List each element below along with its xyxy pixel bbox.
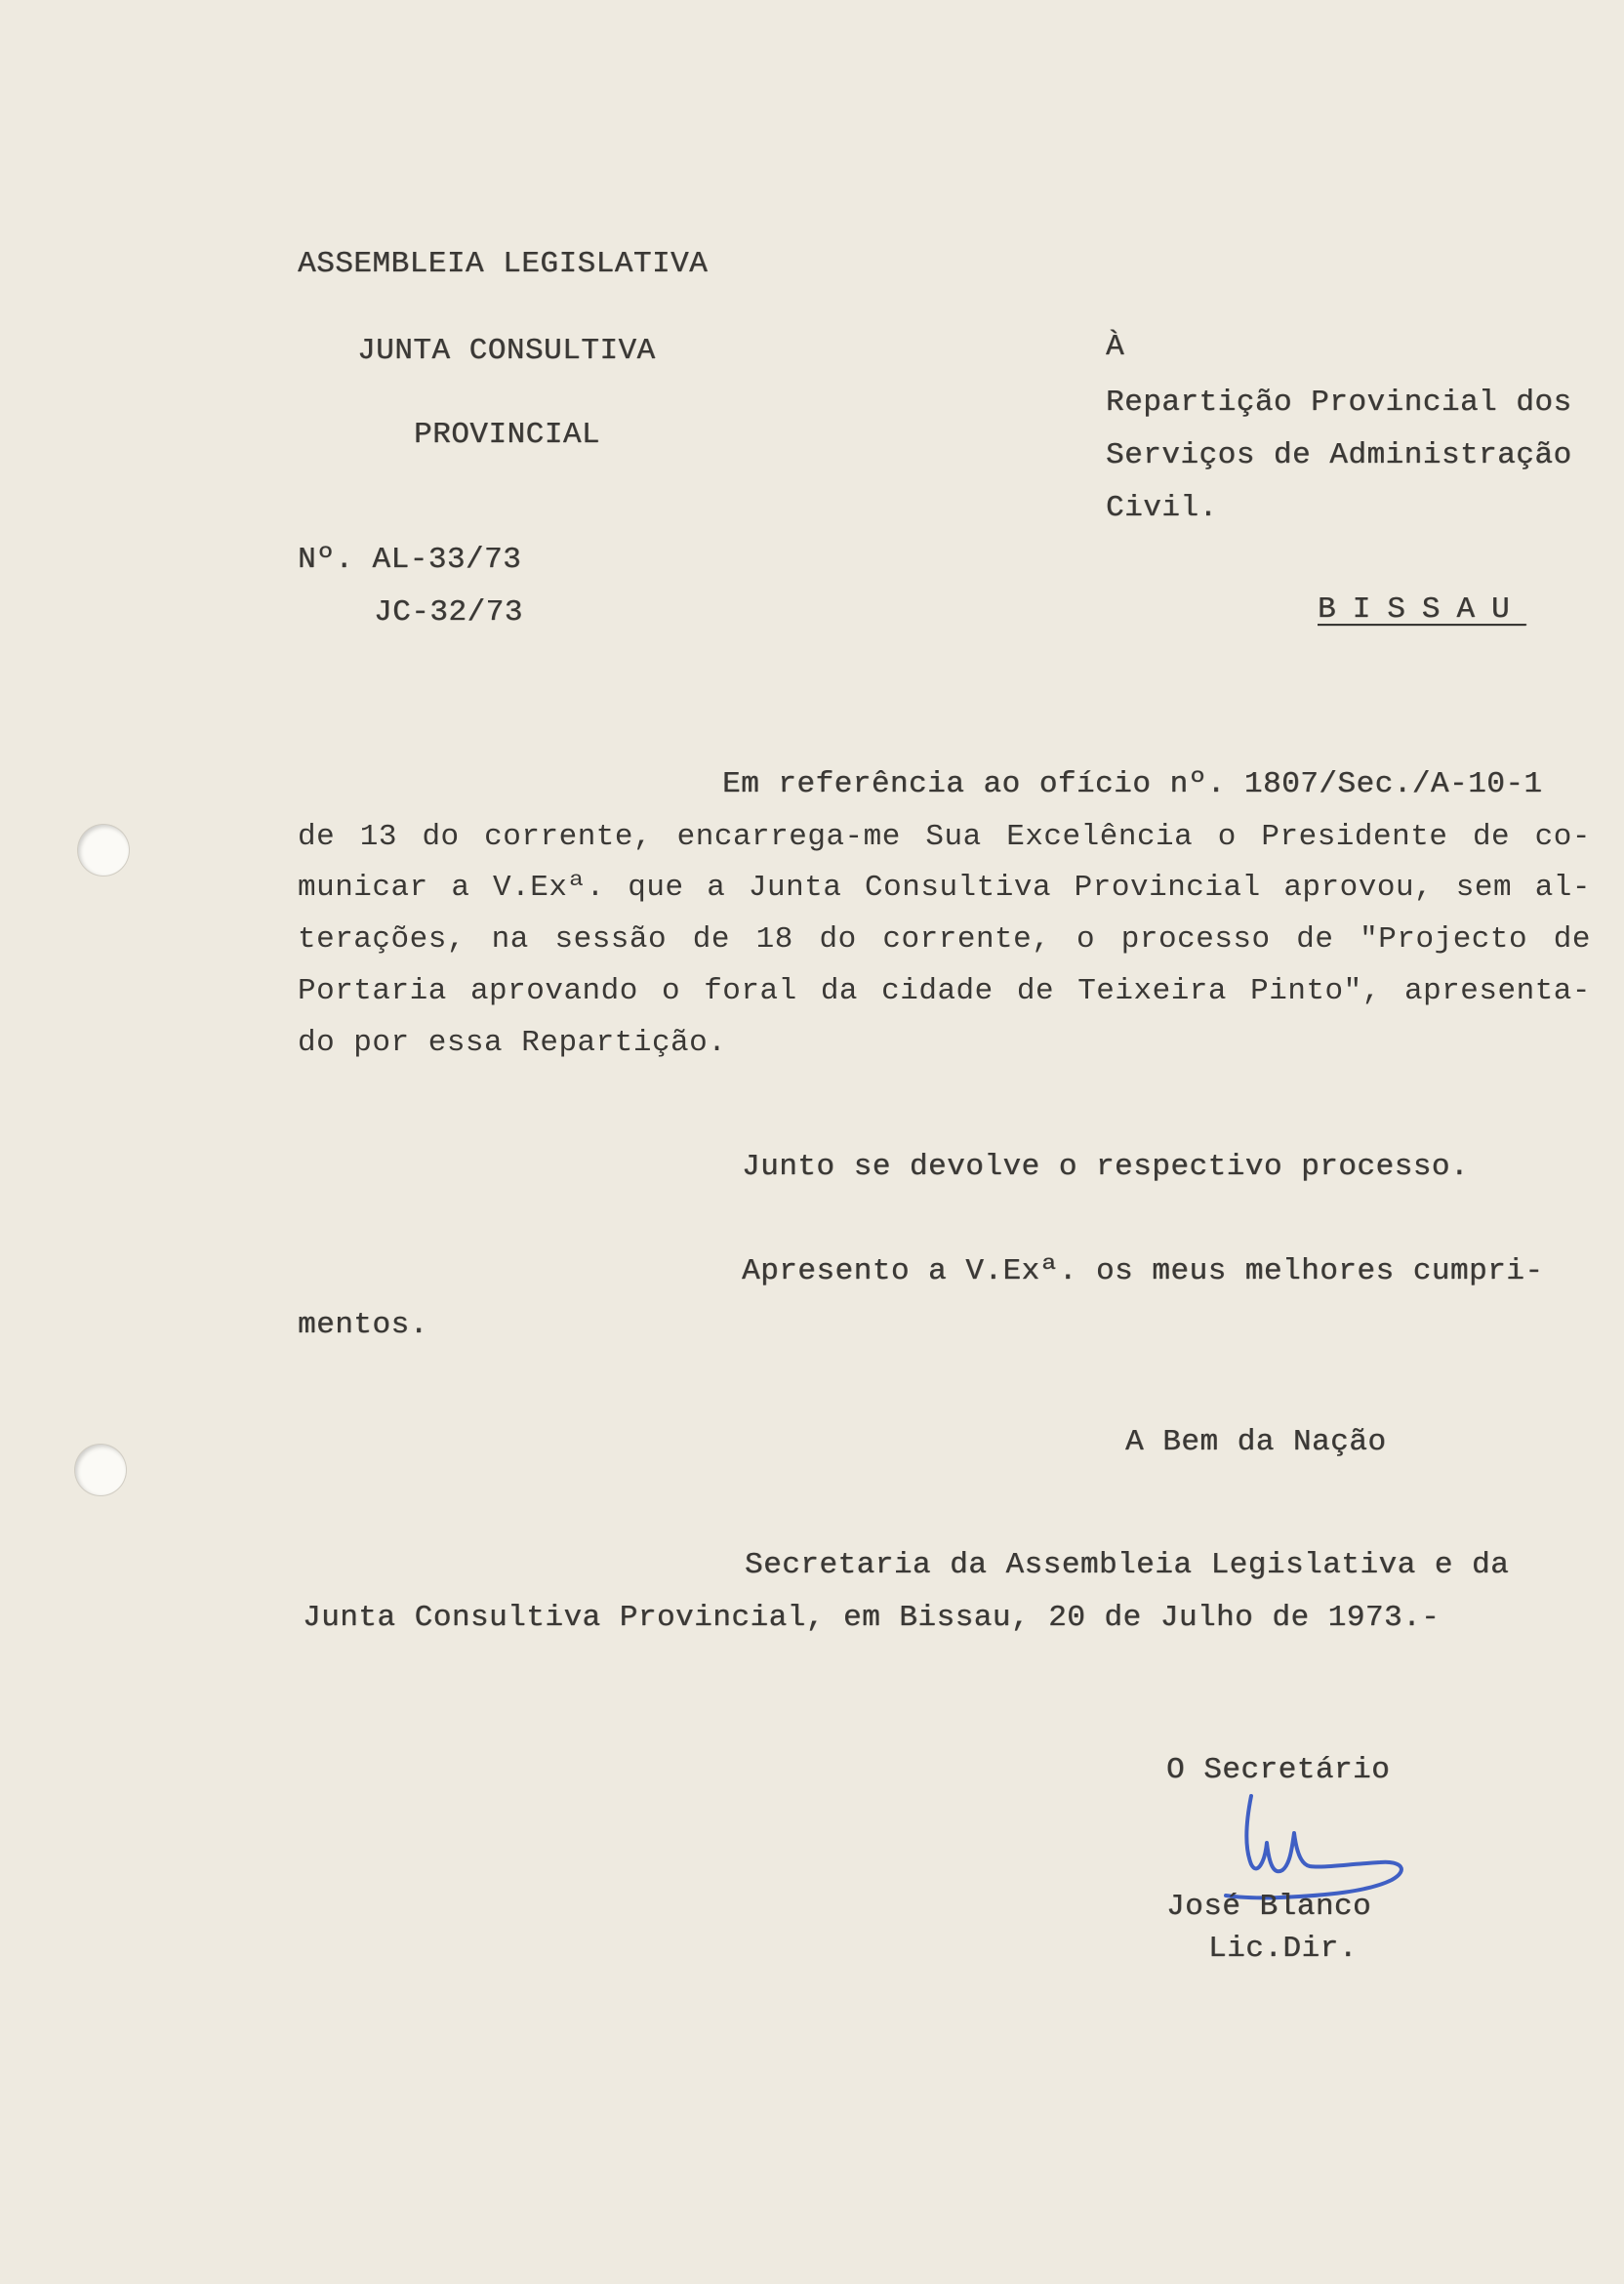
punch-hole-bottom <box>75 1445 126 1495</box>
punch-hole-top <box>78 825 129 876</box>
paragraph-1-line-5: Portaria aprovando o foral da cidade de Teixeira Pinto", apresenta- <box>298 974 1591 1008</box>
paragraph-1-line-3: municar a V.Exª. que a Junta Consultiva Provincial aprovou, sem al- <box>298 871 1591 905</box>
signatory-name: José Blanco <box>1166 1890 1372 1924</box>
paragraph-1-line-4: terações, na sessão de 18 do corrente, o processo de "Projecto de <box>298 922 1591 957</box>
paragraph-2: Junto se devolve o respectivo processo. <box>742 1150 1470 1184</box>
recipient-line-2: Serviços de Administração <box>1106 438 1572 472</box>
paragraph-1-line-6: do por essa Repartição. <box>298 1026 727 1060</box>
signatory-title: O Secretário <box>1166 1753 1391 1787</box>
recipient-line-3: Civil. <box>1106 491 1218 525</box>
closing-place-line-2: Junta Consultiva Provincial, em Bissau, 20 de Julho de 1973.- <box>303 1601 1441 1635</box>
closing-salutation: A Bem da Nação <box>1125 1425 1387 1459</box>
paragraph-1-line-2: de 13 do corrente, encarrega-me Sua Excelência o Presidente de co- <box>298 820 1591 854</box>
recipient-city: BISSAU <box>1318 592 1526 627</box>
reference-number-jc: JC-32/73 <box>374 595 523 630</box>
paragraph-3-line-1: Apresento a V.Exª. os meus melhores cumpri- <box>742 1254 1544 1288</box>
paragraph-3-line-2: mentos. <box>298 1308 428 1342</box>
paragraph-1-line-1: Em referência ao ofício nº. 1807/Sec./A-10-1 <box>722 767 1543 801</box>
recipient-prefix: À <box>1106 330 1125 364</box>
recipient-line-1: Repartição Provincial dos <box>1106 386 1572 420</box>
reference-number-al: Nº. AL-33/73 <box>298 543 522 577</box>
header-junta: JUNTA CONSULTIVA <box>357 334 656 368</box>
header-provincial: PROVINCIAL <box>414 418 601 452</box>
signatory-qualification: Lic.Dir. <box>1208 1932 1358 1966</box>
closing-place-line-1: Secretaria da Assembleia Legislativa e da <box>745 1548 1510 1582</box>
header-assembly: ASSEMBLEIA LEGISLATIVA <box>298 247 709 281</box>
